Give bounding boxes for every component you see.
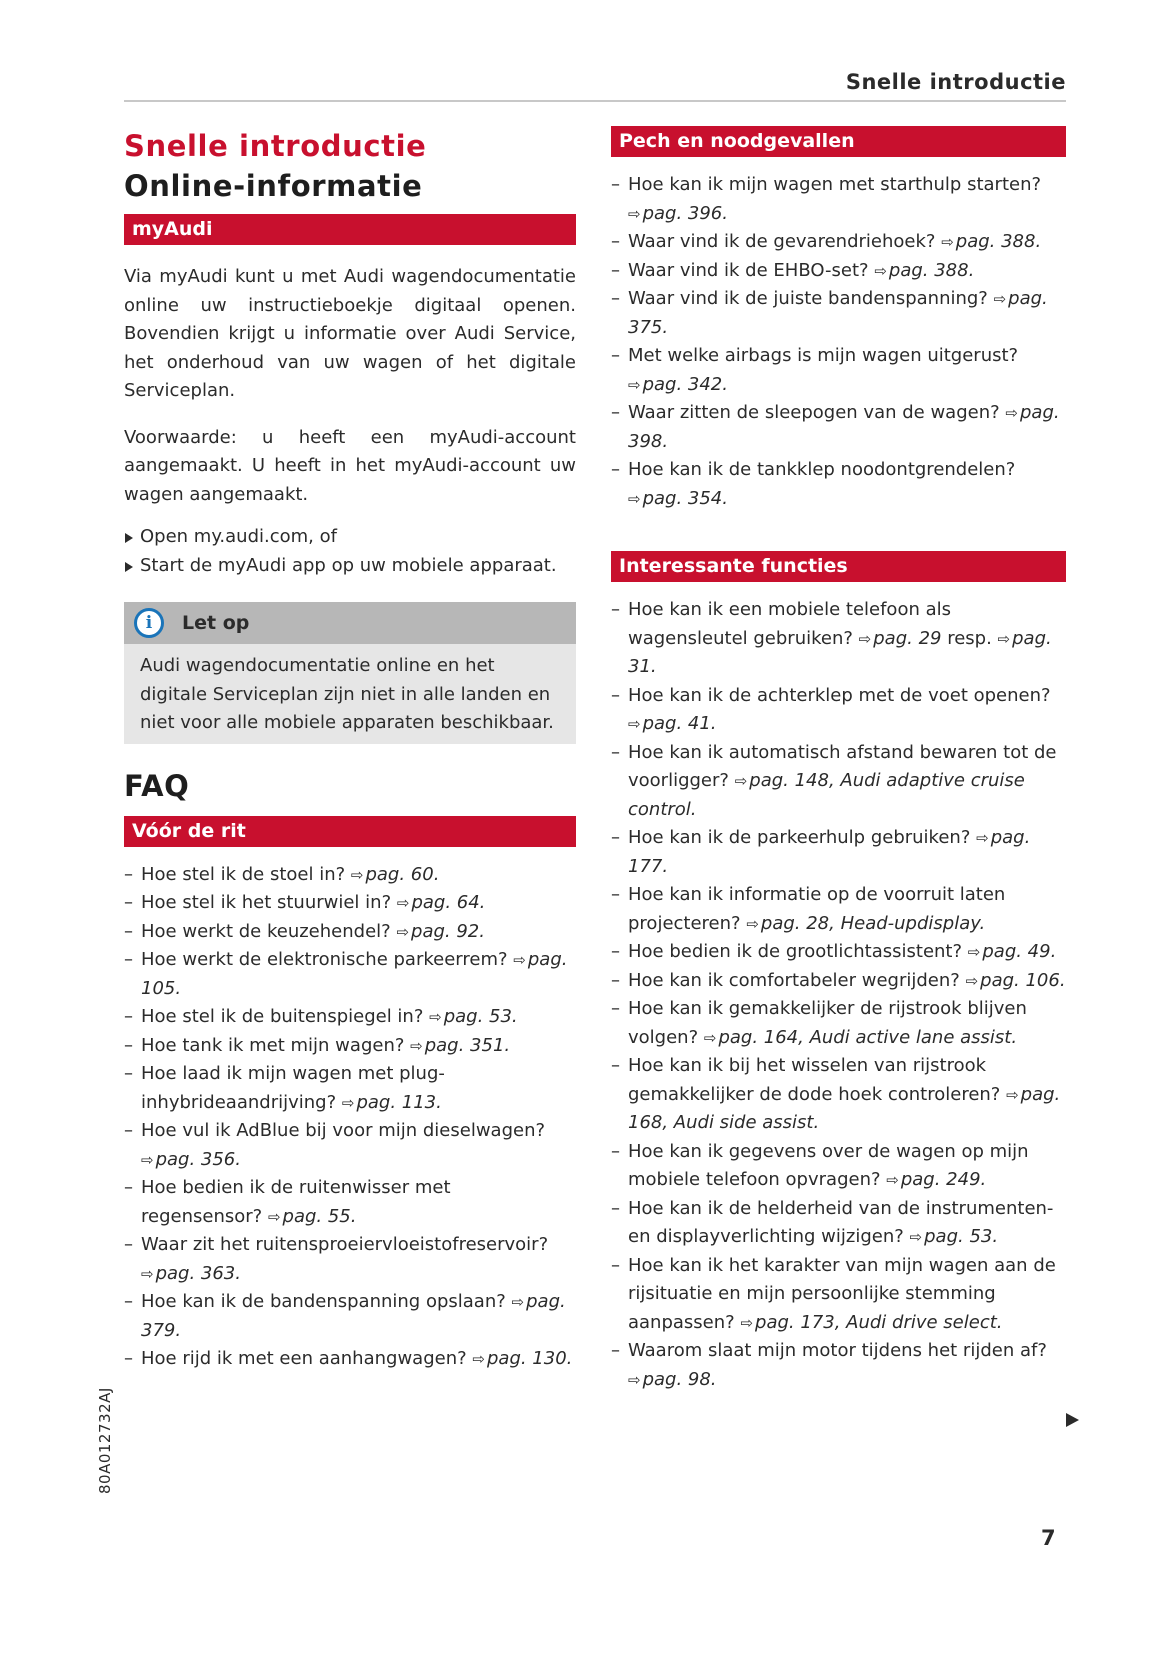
faq-item: – Waar vind ik de juiste bandenspanning? ⇨ pag. 375. — [611, 285, 1066, 342]
page-reference[interactable]: ⇨ pag. 388. — [874, 259, 975, 281]
page-reference[interactable]: ⇨ pag. 28, Head-updisplay. — [746, 912, 986, 934]
page-reference[interactable]: ⇨ pag. 55. — [267, 1205, 357, 1227]
page-reference[interactable]: ⇨ pag. 379. — [141, 1291, 566, 1341]
faq-item: – Hoe kan ik gemakkelijker de rijstrook blijven volgen? ⇨ pag. 164, Audi active lane assist. — [611, 995, 1066, 1052]
note-header — [124, 602, 576, 644]
page-reference[interactable]: ⇨ pag. 168, Audi side assist. — [628, 1083, 1061, 1133]
arrow-right-icon: ⇨ — [396, 922, 410, 941]
arrow-right-icon: ⇨ — [965, 971, 979, 990]
faq-item: – Waarom slaat mijn motor tijdens het rijden af? ⇨ pag. 98. — [611, 1337, 1066, 1394]
page-reference[interactable]: ⇨ pag. 148, Audi adaptive cruise control. — [628, 770, 1025, 820]
arrow-right-icon: ⇨ — [703, 1028, 717, 1047]
faq-item: – Waar vind ik de EHBO-set? ⇨ pag. 388. — [611, 257, 1066, 286]
step-item: Start de myAudi app op uw mobiele apparaat. — [124, 552, 576, 581]
right-column — [611, 126, 1066, 1394]
arrow-right-icon: ⇨ — [396, 894, 410, 912]
faq-item: – Waar zit het ruitensproeiervloeistofreservoir? ⇨ pag. 363. — [124, 1231, 576, 1288]
faq-item: – Hoe kan ik comfortabeler wegrijden? ⇨ pag. 106. — [611, 967, 1066, 996]
arrow-right-icon: ⇨ — [909, 1228, 923, 1246]
page-reference[interactable]: ⇨ pag. 92. — [396, 920, 485, 942]
faq-item: – Hoe rijd ik met een aanhangwagen? ⇨ pag. 130. — [124, 1345, 576, 1374]
faq-item: – Hoe werkt de elektronische parkeerrem? ⇨ pag. 105. — [124, 946, 576, 1003]
faq-item: – Hoe kan ik informatie op de voorruit laten projecteren? ⇨ pag. 28, Head-updisplay. — [611, 881, 1066, 938]
arrow-right-icon: ⇨ — [997, 629, 1011, 648]
page-reference[interactable]: ⇨ pag. 53. — [429, 1006, 518, 1027]
page-reference[interactable]: ⇨ pag. 98. — [628, 1368, 717, 1390]
faq-item: – Hoe tank ik met mijn wagen? ⇨ pag. 351. — [124, 1032, 576, 1061]
faq-item: – Hoe stel ik de stoel in? ⇨ pag. 60. — [124, 861, 576, 890]
page-reference[interactable]: ⇨ pag. 249. — [886, 1169, 987, 1190]
page-reference[interactable]: ⇨ pag. 351. — [410, 1034, 511, 1056]
faq-item: – Hoe kan ik gegevens over de wagen op mijn mobiele telefoon opvragen? ⇨ pag. 249. — [611, 1138, 1066, 1195]
running-title: Snelle introductie — [845, 70, 1066, 94]
arrow-right-icon: ⇨ — [628, 204, 641, 223]
faq-title: FAQ — [124, 768, 190, 803]
faq-item: – Hoe kan ik bij het wisselen van rijstrook gemakkelijker de dode hoek controleren? ⇨ pag. 168, Audi side assist. — [611, 1052, 1066, 1138]
page-reference[interactable]: ⇨ pag. 173, Audi drive select. — [740, 1311, 1003, 1333]
faq-item: – Hoe werkt de keuzehendel? ⇨ pag. 92. — [124, 918, 576, 947]
page-number: 7 — [1041, 1526, 1056, 1550]
document-code: 80A012732AJ — [96, 1387, 114, 1494]
arrow-right-icon: ⇨ — [267, 1207, 281, 1226]
arrow-right-icon: ⇨ — [141, 1150, 154, 1169]
faq-item: – Hoe kan ik het karakter van mijn wagen aan de rijsituatie en mijn persoonlijke stemming aanpassen? ⇨ pag. 173, Audi drive select. — [611, 1252, 1066, 1338]
page-reference[interactable]: ⇨ pag. 106. — [965, 969, 1066, 991]
page-reference[interactable]: ⇨ pag. 342. — [628, 373, 728, 395]
faq-item: – Hoe stel ik de buitenspiegel in? ⇨ pag. 53. — [124, 1003, 576, 1032]
faq-item: – Hoe kan ik de parkeerhulp gebruiken? ⇨ pag. 177. — [611, 824, 1066, 881]
faq-item: – Waar vind ik de gevarendriehoek? ⇨ pag. 388. — [611, 228, 1066, 257]
continue-triangle-icon — [1066, 1413, 1079, 1427]
faq-item: – Hoe kan ik de achterklep met de voet openen? ⇨ pag. 41. — [611, 682, 1066, 739]
arrow-right-icon: ⇨ — [993, 290, 1007, 308]
faq-item: – Hoe bedien ik de ruitenwisser met regensensor? ⇨ pag. 55. — [124, 1174, 576, 1231]
faq-item: – Hoe bedien ik de grootlichtassistent? ⇨ pag. 49. — [611, 938, 1066, 967]
chapter-title: Snelle introductie — [124, 129, 427, 163]
faq-item: – Hoe kan ik de helderheid van de instrumenten- en displayverlichting wijzigen? ⇨ pag. 53. — [611, 1195, 1066, 1252]
faq-item: – Hoe kan ik de tankklep noodontgrendelen? ⇨ pag. 354. — [611, 456, 1066, 513]
page-reference[interactable]: ⇨ pag. 31. — [628, 627, 1052, 677]
page-reference[interactable]: ⇨ pag. 164, Audi active lane assist. — [703, 1026, 1018, 1048]
faq-item: – Waar zitten de sleepogen van de wagen? ⇨ pag. 398. — [611, 399, 1066, 456]
header-rule — [124, 100, 1066, 102]
arrow-right-icon: ⇨ — [513, 951, 526, 969]
bar-voor-de-rit: Vóór de rit — [124, 816, 576, 847]
faq-item: – Hoe kan ik mijn wagen met starthulp starten? ⇨ pag. 396. — [611, 171, 1066, 228]
page-reference[interactable]: ⇨ pag. 64. — [396, 892, 486, 913]
arrow-right-icon: ⇨ — [976, 829, 989, 847]
arrow-right-icon: ⇨ — [141, 1264, 154, 1283]
arrow-right-icon: ⇨ — [874, 261, 887, 280]
bar-myaudi: myAudi — [124, 214, 576, 245]
arrow-right-icon: ⇨ — [1006, 1085, 1019, 1104]
faq-list-voor-de-rit — [124, 861, 576, 1374]
arrow-right-icon: ⇨ — [967, 943, 981, 961]
faq-list-functies — [611, 596, 1066, 1394]
page-reference[interactable]: ⇨ pag. 53. — [909, 1226, 999, 1247]
page-reference[interactable]: ⇨ pag. 29 — [858, 627, 942, 649]
page-reference[interactable]: ⇨ pag. 41. — [628, 713, 717, 734]
faq-item: – Hoe stel ik het stuurwiel in? ⇨ pag. 64. — [124, 889, 576, 918]
myaudi-paragraph-2: Voorwaarde: u heeft een myAudi-account aangemaakt. U heeft in het myAudi-account uw wagen aangemaakt. — [124, 426, 576, 505]
arrow-right-icon: ⇨ — [628, 375, 641, 394]
note-text: Audi wagendocumentatie online en het digitale Serviceplan zijn niet in alle landen en niet voor alle mobiele apparaten beschikbaar. — [140, 655, 554, 733]
arrow-right-icon: ⇨ — [472, 1350, 485, 1368]
note-title: Let op — [182, 612, 250, 634]
arrow-right-icon: ⇨ — [858, 629, 872, 648]
arrow-right-icon: ⇨ — [1005, 404, 1018, 422]
page-reference[interactable]: ⇨ pag. 398. — [628, 402, 1060, 452]
section-title-online-informatie: Online-informatie — [124, 169, 423, 203]
arrow-right-icon: ⇨ — [941, 233, 954, 251]
page-reference[interactable]: ⇨ pag. 177. — [628, 827, 1031, 877]
arrow-right-icon: ⇨ — [740, 1313, 754, 1332]
page-reference[interactable]: ⇨ pag. 130. — [472, 1348, 573, 1369]
faq-item: – Hoe vul ik AdBlue bij voor mijn dieselwagen? ⇨ pag. 356. — [124, 1117, 576, 1174]
page-reference[interactable]: ⇨ pag. 354. — [628, 487, 728, 509]
page-reference[interactable]: ⇨ pag. 105. — [141, 949, 568, 999]
faq-item: – Met welke airbags is mijn wagen uitgerust? ⇨ pag. 342. — [611, 342, 1066, 399]
arrow-right-icon: ⇨ — [350, 865, 364, 884]
arrow-right-icon: ⇨ — [511, 1293, 525, 1311]
step-item: Open my.audi.com, of — [124, 523, 576, 552]
arrow-right-icon: ⇨ — [628, 1370, 641, 1389]
info-icon: i — [134, 608, 164, 638]
faq-list-pech — [611, 171, 1066, 513]
faq-item: – Hoe kan ik de bandenspanning opslaan? ⇨ pag. 379. — [124, 1288, 576, 1345]
arrow-right-icon: ⇨ — [341, 1093, 355, 1112]
note-box — [124, 602, 576, 744]
faq-item: – Hoe kan ik een mobiele telefoon als wagensleutel gebruiken? ⇨ pag. 29 resp. ⇨ pag. 31. — [611, 596, 1066, 682]
left-column — [124, 126, 576, 1374]
page-reference[interactable]: ⇨ pag. 356. — [141, 1148, 241, 1170]
myaudi-paragraph-1: Via myAudi kunt u met Audi wagendocumentatie online uw instructieboekje digitaal openen. Bovendien krijgt u informatie over Audi Service, het onderhoud van uw wagen of het digitale Serviceplan. — [124, 266, 576, 401]
bar-pech-en-noodgevallen: Pech en noodgevallen — [611, 126, 1066, 157]
page-reference[interactable]: ⇨ pag. 363. — [141, 1262, 241, 1284]
arrow-right-icon: ⇨ — [429, 1008, 442, 1026]
arrow-right-icon: ⇨ — [410, 1036, 423, 1055]
page-reference[interactable]: ⇨ pag. 49. — [967, 941, 1057, 962]
arrow-right-icon: ⇨ — [746, 914, 759, 933]
faq-item: – Hoe laad ik mijn wagen met plug-inhybrideaandrijving? ⇨ pag. 113. — [124, 1060, 576, 1117]
arrow-right-icon: ⇨ — [628, 489, 641, 508]
page-reference[interactable]: ⇨ pag. 60. — [350, 863, 440, 885]
arrow-right-icon: ⇨ — [734, 772, 748, 790]
bar-interessante-functies: Interessante functies — [611, 551, 1066, 582]
page-reference[interactable]: ⇨ pag. 388. — [941, 231, 1042, 252]
arrow-right-icon: ⇨ — [628, 715, 641, 733]
page-reference[interactable]: ⇨ pag. 375. — [628, 288, 1048, 338]
page-reference[interactable]: ⇨ pag. 396. — [628, 202, 728, 224]
faq-item: – Hoe kan ik automatisch afstand bewaren tot de voorligger? ⇨ pag. 148, Audi adaptive cruise control. — [611, 739, 1066, 825]
myaudi-steps — [124, 523, 576, 580]
arrow-right-icon: ⇨ — [886, 1171, 899, 1189]
page-reference[interactable]: ⇨ pag. 113. — [341, 1091, 442, 1113]
